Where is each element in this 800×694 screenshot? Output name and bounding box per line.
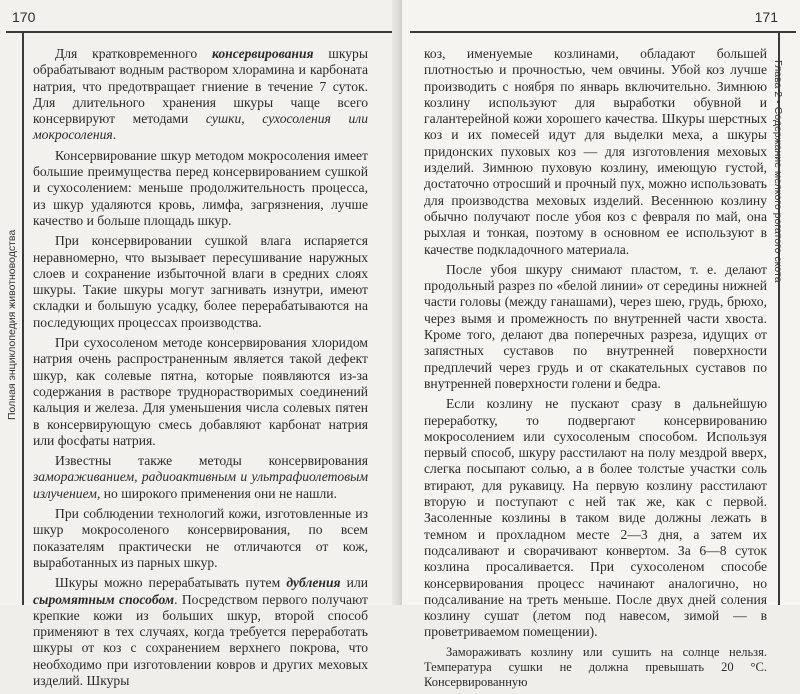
header-rule-right — [410, 31, 796, 33]
paragraph: При сухосоленом методе консервирования хлоридом натрия очень распространенным является такой дефект шкур, как солевые пятна, которые появляются из-за содержания в растворе труднорастворимых соединений кальция и железа. Для уменьшения числа солевых пятен в консервирующую смесь добавляют карбонат натрия или фосфаты натрия. — [33, 335, 368, 448]
header-rule-left — [6, 31, 392, 33]
paragraph: При консервировании сушкой влага испаряется неравномерно, что вызывает пересушивание наружных слоев и сохранение избыточной влаги в средних слоях шкуры. Такие шкуры могут загнивать изнутри, имеют складки и большую усадку, более перерабатываются на последующих процессах производства. — [33, 233, 368, 330]
left-page — [0, 0, 398, 688]
paragraph: Для кратковременного консервирования шкуры обрабатывают водным раствором хлорамина и карбоната натрия, что предотвращает гниение в течение 7 суток. Для длительного хранения шкуры чаще всего консервируют методами сушки, сухосоления или мокросоления. — [33, 46, 368, 143]
running-head-left: Полная энциклопедия животноводства — [6, 229, 18, 420]
paragraph: коз, именуемые козлинами, обладают большей плотностью и прочностью, чем овчины. Убой коз лучше производить с ноября по январь включительно. Зимнюю козлину используют для выработки обувной и галантерейной кожи хорошего качества. Шкуры шерстных коз и их помесей идут для выделки меха, а шкуры придонских пуховых коз — для изготовления меховых изделий. Зимнюю пуховую козлину, имеющую густой, достаточно отросший и прочный пух, можно использовать для производства меховых изделий. Весеннюю козлину обычно получают после убоя коз с февраля по май, она рыхлая и тонкая, поэтому в основном ее используют в качестве подкладочного материала. — [424, 46, 767, 257]
paragraph: Замораживать козлину или сушить на солнце нельзя. Температура сушки не должна превышать 20 °С. Консервированную — [424, 644, 767, 689]
paragraph: Известны также методы консервирования замораживанием, радиоактивным и ультрафиолетовым излучением, но широкого применения они не нашли. — [33, 453, 368, 501]
paragraph: Если козлину не пускают сразу в дальнейшую переработку, то подвергают консервированию мокросолением или сухосоленым способом. Используя первый способ, шкуру расстилают на полу мездрой вверх, слегка посыпают солью, а в более толстые участки соль втирают, для рукавицу. На первую козлину расстилают вторую и поступают с ней так же, как с первой. Засоленные козлины в таком виде должны лежать в темном и прохладном месте 2—3 дня, а затем их подсаливают и сворачивают конвертом. За 6—8 суток козлина просаливается. При сухосоленом способе консервирования процесс начинают аналогично, но подсаливание на треть меньше. После двух дней соления козлину сушат (летом под навесом, зимой — в проветриваемом помещении). — [424, 396, 767, 640]
running-head-right: Глава 2 • Содержание мелкого рогатого скота — [772, 60, 784, 283]
page-number-right: 171 — [754, 9, 778, 25]
paragraph: Консервирование шкур методом мокросоления имеет большие преимущества перед консервированием сушкой и сухосолением: меньше продолжительность процесса, из шкур удаляются кровь, лимфа, загрязнения, лучше качество и больше площадь шкур. — [33, 147, 368, 228]
page-number-left: 170 — [12, 9, 36, 25]
left-page-text — [33, 46, 368, 693]
right-page — [402, 0, 800, 689]
paragraph: При соблюдении технологий кожи, изготовленные из шкур мокросоленого консервирования, по всем показателям практически не отличаются от кож, выработанных из парных шкур. — [33, 506, 368, 570]
right-page-text — [424, 46, 767, 694]
side-rule-left — [22, 33, 24, 605]
paragraph: После убоя шкуру снимают пластом, т. е. делают продольный разрез по «белой линии» от середины нижней части головы (между ганашами), через шею, грудь, брюхо, через вымя и промежность по внутренней части хвоста. Кроме того, делают два поперечных разреза, идущих от запястных суставов по внутренней поверхности предплечий через грудь и от скакательных суставов по внутренней поверхности голени и бедра. — [424, 261, 767, 391]
paragraph: Шкуры можно перерабатывать путем дубления или сыромятным способом. Посредством первого получают крепкие кожи из больших шкур, второй способ применяют в тех случаях, когда требуется переработать шкуры от коз с сохранением верхнего покрова, что необходимо при изготовлении ковров и других меховых изделий. Шкуры — [33, 575, 369, 688]
